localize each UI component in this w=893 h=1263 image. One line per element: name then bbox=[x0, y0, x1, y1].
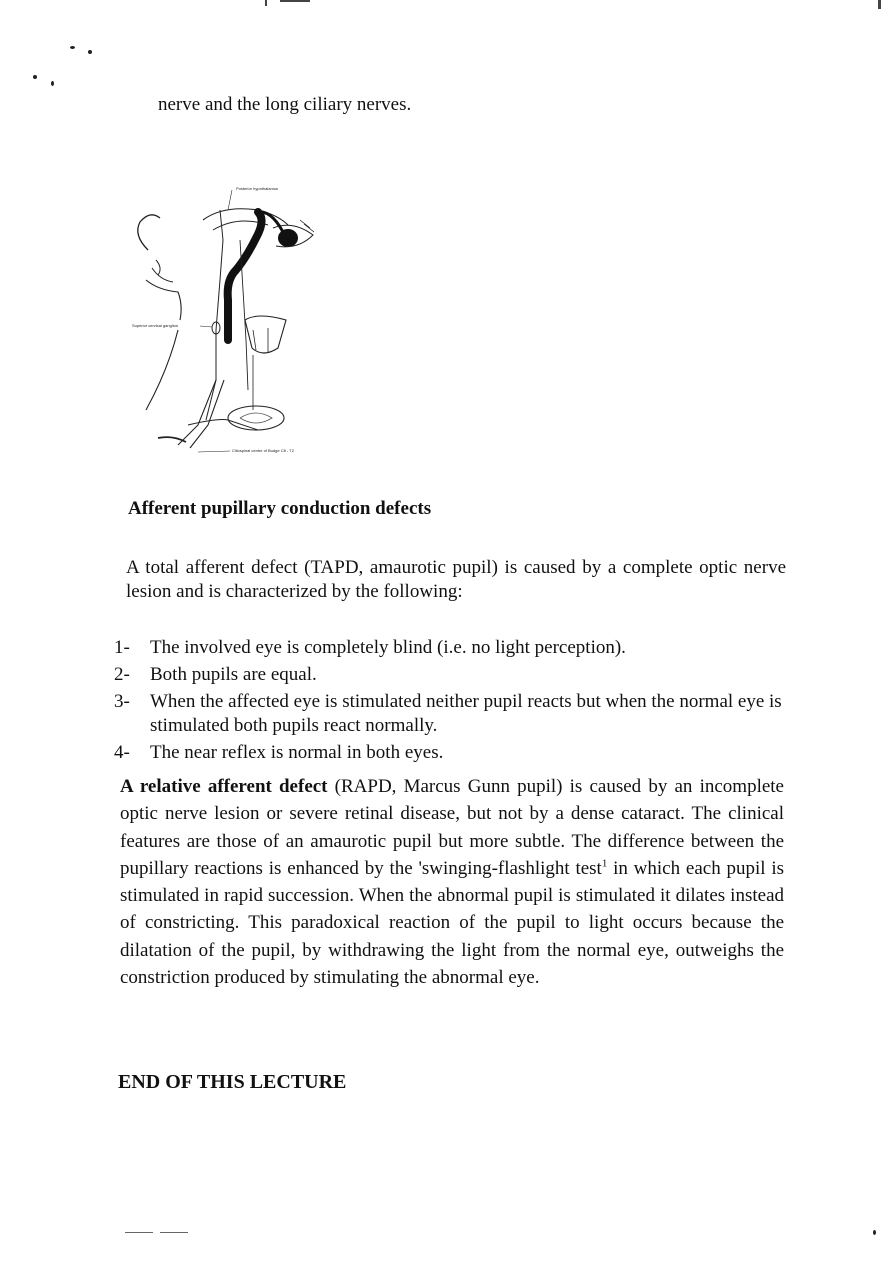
list-item-text: Both pupils are equal. bbox=[150, 664, 317, 685]
figure-label-top: Posterior hypothalamus bbox=[236, 186, 279, 191]
figure-label-left: Superior cervical ganglion bbox=[132, 323, 179, 328]
scan-speck bbox=[88, 50, 92, 54]
footnote-marker: 1 bbox=[601, 857, 608, 870]
list-item bbox=[114, 663, 786, 687]
sympathetic-pathway-diagram bbox=[128, 180, 328, 470]
list-item-number: 3- bbox=[114, 691, 130, 712]
scan-speck bbox=[70, 46, 75, 49]
paragraph-total-afferent-defect: A total afferent defect (TAPD, amaurotic pupil) is caused by a complete optic nerve lesion and is characterized by the following: bbox=[126, 557, 786, 602]
scan-artifact-line bbox=[878, 0, 881, 9]
scan-speck bbox=[873, 1230, 876, 1235]
list-item bbox=[114, 690, 786, 738]
feature-list bbox=[114, 636, 786, 768]
end-heading: END OF THIS LECTURE bbox=[118, 1071, 347, 1093]
scan-speck bbox=[33, 75, 37, 79]
term-relative-afferent-defect: A relative afferent defect bbox=[120, 776, 328, 797]
list-item-number: 1- bbox=[114, 637, 130, 658]
list-item-text: The involved eye is completely blind (i.e. no light perception). bbox=[150, 637, 626, 658]
list-item bbox=[114, 741, 786, 765]
scan-artifact-line bbox=[280, 0, 310, 2]
list-item-text: The near reflex is normal in both eyes. bbox=[150, 742, 444, 763]
paragraph-text: in which each pupil is stimulated in rapid succession. When the abnormal pupil is stimulated it dilates instead of constricting. This paradoxical reaction of the pupil to light occurs because the dilatation of the pupil, by withdrawing the light from the normal eye, outweighs the constriction produced by stimulating the abnormal eye. bbox=[120, 857, 784, 989]
pathway-illustration bbox=[128, 180, 328, 470]
paragraph-text: (RAPD, Marcus Gunn pupil) is caused by an incomplete optic nerve lesion or severe retinal disease, but not by a dense cataract. The clinical features are those of an amaurotic pupil but more subtle. The difference between the pupillary reactions is enhanced by the 'swinging-flashlight test bbox=[120, 776, 784, 879]
section-heading: Afferent pupillary conduction defects bbox=[128, 498, 432, 519]
scan-artifact-line bbox=[125, 1232, 153, 1233]
intro-line: nerve and the long ciliary nerves. bbox=[158, 94, 412, 115]
list-item-number: 2- bbox=[114, 664, 130, 685]
figure-label-bottom: Ciliospinal centre of Budge C8 - T2 bbox=[232, 448, 294, 453]
scan-artifact-line bbox=[265, 0, 267, 6]
scan-speck bbox=[51, 81, 54, 86]
list-item-text: When the affected eye is stimulated neither pupil reacts but when the normal eye is stimulated both pupils react normally. bbox=[150, 691, 782, 736]
paragraph-relative-afferent-defect bbox=[120, 773, 784, 991]
scan-artifact-line bbox=[160, 1232, 188, 1233]
list-item-number: 4- bbox=[114, 742, 130, 763]
list-item bbox=[114, 636, 786, 660]
